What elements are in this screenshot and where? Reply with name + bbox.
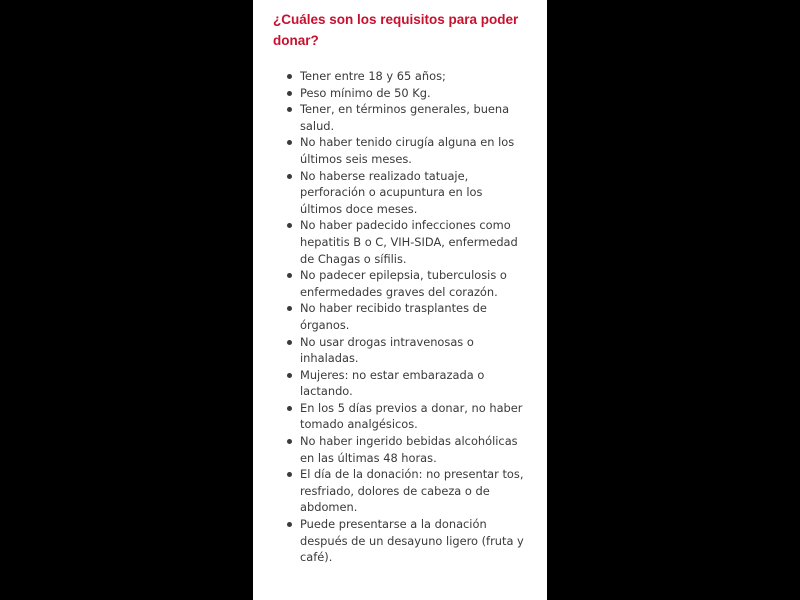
list-item-text: Tener, en términos generales, buena salud. — [300, 102, 510, 133]
bullet-icon — [287, 340, 292, 345]
list-item-text: No haber recibido trasplantes de órganos. — [300, 301, 487, 332]
bullet-icon — [287, 522, 292, 527]
list-item — [287, 85, 527, 102]
list-item-text: Peso mínimo de 50 Kg. — [300, 85, 431, 100]
list-item — [287, 134, 527, 167]
bullet-icon — [287, 273, 292, 278]
list-item — [287, 367, 527, 400]
list-item-text: No haber padecido infecciones como hepatitis B o C, VIH-SIDA, enfermedad de Chagas o sífilis. — [300, 218, 518, 266]
list-item — [287, 300, 527, 333]
bullet-icon — [287, 373, 292, 378]
bullet-icon — [287, 472, 292, 477]
list-item-text: Tener entre 18 y 65 años; — [300, 69, 446, 83]
bullet-icon — [287, 74, 292, 79]
content-panel — [253, 0, 547, 600]
list-item — [287, 101, 527, 134]
bullet-icon — [287, 439, 292, 444]
list-item — [287, 516, 527, 566]
list-item-text: En los 5 días previos a donar, no haber tomado analgésicos. — [300, 400, 523, 432]
page-title: ¿Cuáles son los requisitos para poder donar? — [273, 12, 519, 48]
bullet-icon — [287, 91, 292, 96]
list-item — [287, 466, 527, 516]
list-item-text: No haber ingerido bebidas alcohólicas en las últimas 48 horas. — [300, 434, 518, 465]
list-item-text: No haber tenido cirugía alguna en los últimos seis meses. — [300, 135, 515, 166]
list-item — [287, 217, 527, 267]
bullet-icon — [287, 306, 292, 311]
list-item — [287, 68, 527, 85]
list-item — [287, 334, 527, 367]
list-item-text: El día de la donación: no presentar tos, resfriado, dolores de cabeza o de abdomen. — [300, 467, 524, 515]
list-item — [287, 433, 527, 466]
requirements-list — [287, 68, 527, 566]
list-item — [287, 267, 527, 300]
list-item-text: No padecer epilepsia, tuberculosis o enfermedades graves del corazón. — [300, 268, 507, 299]
bullet-icon — [287, 140, 292, 145]
bullet-icon — [287, 107, 292, 112]
list-item-text: Mujeres: no estar embarazada o lactando. — [300, 367, 485, 399]
list-item-text: Puede presentarse a la donación después de un desayuno ligero (fruta y café). — [300, 517, 524, 565]
list-item — [287, 168, 527, 218]
list-item-text: No haberse realizado tatuaje, perforación o acupuntura en los últimos doce meses. — [300, 168, 483, 216]
list-item — [287, 400, 527, 433]
bullet-icon — [287, 223, 292, 228]
bullet-icon — [287, 174, 292, 179]
list-item-text: No usar drogas intravenosas o inhaladas. — [300, 334, 474, 366]
bullet-icon — [287, 406, 292, 411]
